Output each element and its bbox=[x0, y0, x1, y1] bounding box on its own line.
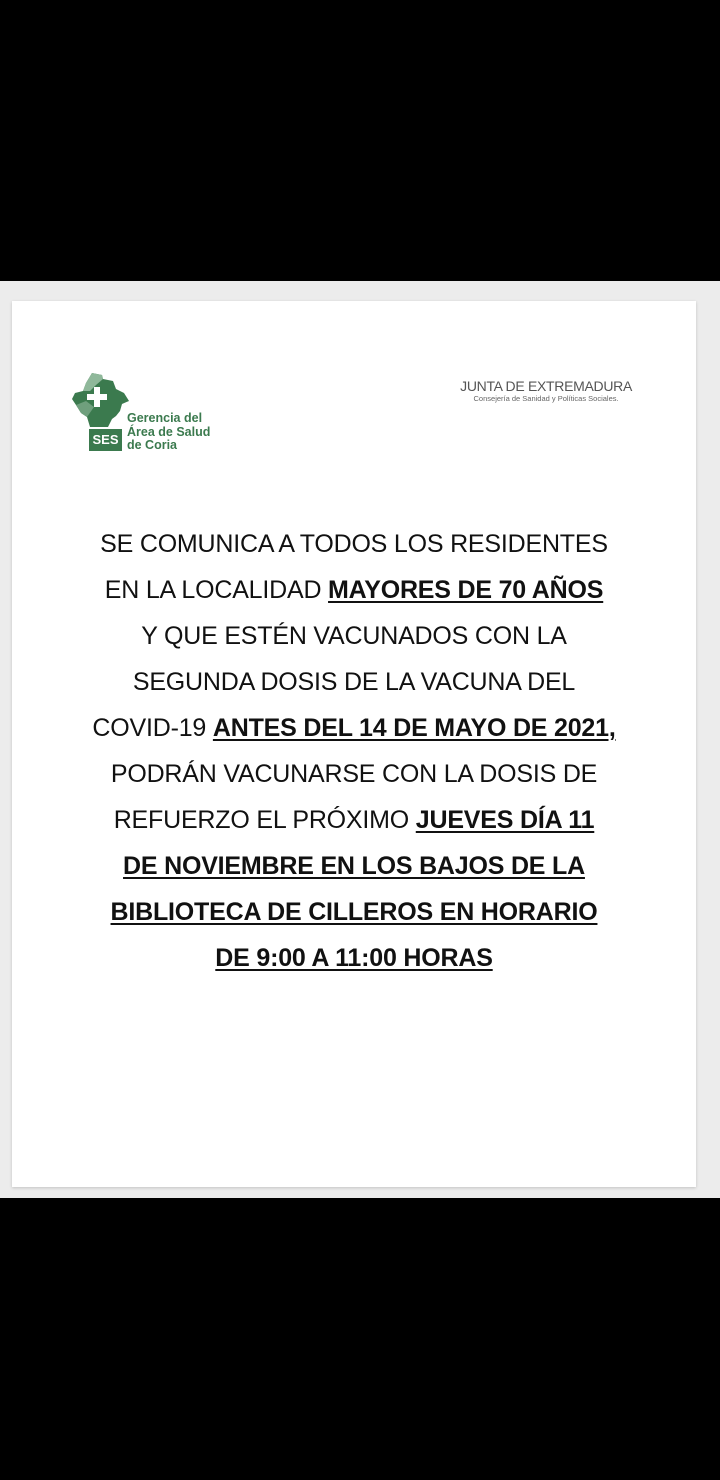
ses-name-line-2: Área de Salud bbox=[127, 424, 211, 439]
junta-logo bbox=[460, 378, 632, 403]
notice-text: PODRÁN VACUNARSE CON LA DOSIS DE bbox=[110, 760, 598, 788]
junta-name: JUNTA DE EXTREMADURA bbox=[460, 378, 632, 394]
ses-organization-name bbox=[127, 412, 210, 453]
document-viewer[interactable] bbox=[0, 281, 720, 1198]
notice-body bbox=[32, 521, 676, 981]
notice-line-10 bbox=[32, 935, 676, 981]
notice-text: SEGUNDA DOSIS DE LA VACUNA DEL bbox=[132, 668, 576, 696]
ses-abbreviation: SES bbox=[89, 429, 122, 451]
junta-subtitle: Consejería de Sanidad y Políticas Sociales. bbox=[473, 394, 619, 403]
notice-line-6 bbox=[32, 751, 676, 797]
notice-highlight: ANTES DEL 14 DE MAYO DE 2021, bbox=[212, 714, 616, 742]
notice-text: SE COMUNICA A TODOS LOS RESIDENTES bbox=[100, 530, 608, 558]
ses-name-line-1: Gerencia del bbox=[127, 411, 203, 425]
notice-text: Y QUE ESTÉN VACUNADOS CON LA bbox=[141, 622, 567, 650]
document-page bbox=[12, 301, 696, 1187]
notice-line-1 bbox=[32, 521, 676, 567]
notice-line-3 bbox=[32, 613, 676, 659]
notice-line-4 bbox=[32, 659, 676, 705]
notice-highlight: JUEVES DÍA 11 bbox=[415, 806, 595, 834]
notice-line-2 bbox=[32, 567, 676, 613]
ses-emblem-icon bbox=[72, 371, 132, 431]
ses-logo bbox=[72, 371, 222, 461]
notice-text: COVID-19 bbox=[92, 714, 213, 742]
notice-text: REFUERZO EL PRÓXIMO bbox=[113, 806, 416, 834]
notice-highlight: DE NOVIEMBRE EN LOS BAJOS DE LA bbox=[123, 852, 585, 880]
notice-highlight: BIBLIOTECA DE CILLEROS EN HORARIO bbox=[110, 898, 598, 926]
notice-line-8 bbox=[32, 843, 676, 889]
notice-line-7 bbox=[32, 797, 676, 843]
notice-line-5 bbox=[32, 705, 676, 751]
notice-line-9 bbox=[32, 889, 676, 935]
notice-highlight: MAYORES DE 70 AÑOS bbox=[328, 576, 604, 604]
ses-name-line-3: de Coria bbox=[127, 438, 178, 452]
notice-highlight: DE 9:00 A 11:00 HORAS bbox=[215, 944, 493, 972]
notice-text: EN LA LOCALIDAD bbox=[104, 576, 329, 604]
